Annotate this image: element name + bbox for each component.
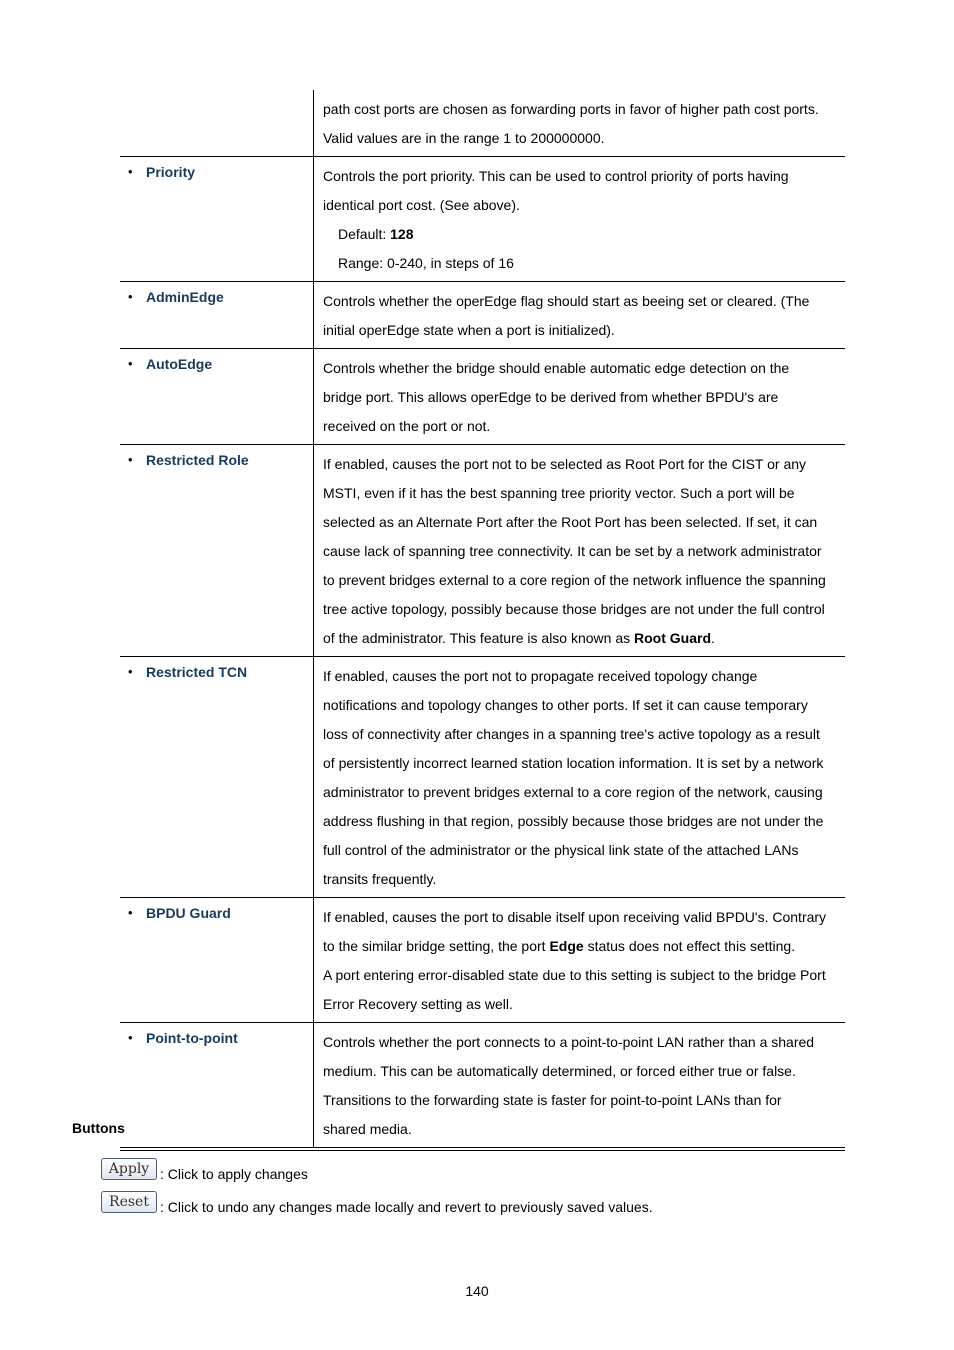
parameter-name (120, 282, 313, 306)
description-text: If enabled, causes the port not to be selected as Root Port for the CIST or any (323, 456, 807, 472)
parameter-name-cell (120, 445, 314, 657)
page-number: 140 (465, 1283, 489, 1299)
description-line (323, 836, 837, 865)
description-line (323, 624, 837, 653)
bullet-icon: • (128, 1030, 133, 1045)
parameter-name-label: AdminEdge (146, 289, 224, 305)
description-line (323, 162, 837, 191)
table-row (120, 445, 845, 657)
description-line (323, 778, 837, 807)
parameter-description-cell (314, 90, 846, 157)
description-text: If enabled, causes the port not to propagate received topology change (323, 668, 758, 684)
description-text: tree active topology, possibly because those bridges are not under the full control (323, 601, 825, 617)
description-text: Range: 0-240, in steps of 16 (338, 255, 514, 271)
description-text: MSTI, even if it has the best spanning tree priority vector. Such a port will be (323, 485, 795, 501)
apply-row (101, 1158, 308, 1180)
description-line (323, 865, 837, 894)
description-text: administrator to prevent bridges external to a core region of the network, causing (323, 784, 823, 800)
description-text: cause lack of spanning tree connectivity. It can be set by a network administrator (323, 543, 822, 559)
description-line (323, 287, 837, 316)
description-text: Default: (338, 226, 391, 242)
description-line (323, 191, 837, 220)
description-text: A port entering error-disabled state due to this setting is subject to the bridge Port (323, 967, 826, 983)
table-row (120, 157, 845, 282)
description-text: Controls whether the port connects to a point-to-point LAN rather than a shared (323, 1034, 815, 1050)
table-row (120, 657, 845, 898)
description-text: selected as an Alternate Port after the Root Port has been selected. If set, it can (323, 514, 818, 530)
parameter-description-cell (314, 445, 846, 657)
emphasized-text: Root Guard (634, 630, 712, 646)
description-text: If enabled, causes the port to disable itself upon receiving valid BPDU's. Contrary (323, 909, 827, 925)
parameter-description-cell (314, 657, 846, 898)
parameter-name (120, 657, 313, 681)
description-text: received on the port or not. (323, 418, 491, 434)
description-text: of the administrator. This feature is also known as (323, 630, 635, 646)
description-line (323, 662, 837, 691)
parameter-name-cell (120, 1023, 314, 1148)
parameter-table-container (120, 90, 845, 1151)
description-line (323, 479, 837, 508)
parameter-name-cell (120, 349, 314, 445)
parameter-name-label: Restricted TCN (146, 664, 248, 680)
parameter-name-label: AutoEdge (146, 356, 213, 372)
parameter-name-cell (120, 657, 314, 898)
reset-button[interactable]: Reset (101, 1191, 157, 1213)
description-line (323, 354, 837, 383)
parameter-name-label: Priority (146, 164, 196, 180)
description-text: bridge port. This allows operEdge to be derived from whether BPDU's are (323, 389, 779, 405)
bullet-icon: • (128, 452, 133, 467)
description-text: loss of connectivity after changes in a spanning tree's active topology as a result (323, 726, 820, 742)
parameter-description-cell (314, 898, 846, 1023)
parameter-name-cell (120, 90, 314, 157)
description-text: Valid values are in the range 1 to 200000000. (323, 130, 605, 146)
description-text: Controls the port priority. This can be used to control priority of ports having (323, 168, 789, 184)
description-line (323, 383, 837, 412)
description-line (323, 932, 837, 961)
description-line (323, 595, 837, 624)
emphasized-text: 128 (390, 226, 414, 242)
description-text: to prevent bridges external to a core region of the network influence the spanning (323, 572, 826, 588)
table-row (120, 349, 845, 445)
description-line (323, 450, 837, 479)
parameter-name-cell (120, 157, 314, 282)
parameter-name (120, 349, 313, 373)
description-text: . (711, 630, 715, 646)
description-line (323, 95, 837, 124)
parameter-name (120, 445, 313, 469)
description-text: address flushing in that region, possibly because those bridges are not under the (323, 813, 824, 829)
description-text: Controls whether the operEdge flag should start as beeing set or cleared. (The (323, 293, 810, 309)
parameter-name (120, 157, 313, 181)
description-line (323, 903, 837, 932)
description-text: initial operEdge state when a port is initialized). (323, 322, 615, 338)
description-text: full control of the administrator or the physical link state of the attached LANs (323, 842, 799, 858)
description-line (323, 566, 837, 595)
table-row (120, 90, 845, 157)
description-text: Error Recovery setting as well. (323, 996, 513, 1012)
description-text: of persistently incorrect learned station location information. It is set by a network (323, 755, 824, 771)
description-text: identical port cost. (See above). (323, 197, 520, 213)
description-line (323, 1057, 837, 1086)
description-line (323, 412, 837, 441)
description-line (323, 961, 837, 990)
description-text: shared media. (323, 1121, 412, 1137)
parameter-name (120, 898, 313, 922)
description-line (323, 508, 837, 537)
description-line (323, 249, 837, 278)
description-line (323, 537, 837, 566)
reset-row (101, 1191, 653, 1213)
reset-description: : Click to undo any changes made locally and revert to previously saved values. (160, 1199, 653, 1215)
apply-button[interactable]: Apply (101, 1158, 157, 1180)
description-line (323, 124, 837, 153)
description-line (323, 1028, 837, 1057)
table-row (120, 282, 845, 349)
description-text: medium. This can be automatically determined, or forced either true or false. (323, 1063, 796, 1079)
description-line (323, 990, 837, 1019)
description-text: transits frequently. (323, 871, 437, 887)
description-line (323, 720, 837, 749)
parameter-name-cell (120, 282, 314, 349)
description-line (323, 807, 837, 836)
description-text: status does not effect this setting. (583, 938, 796, 954)
bullet-icon: • (128, 664, 133, 679)
parameter-description-cell (314, 282, 846, 349)
parameter-name-label: Point-to-point (146, 1030, 238, 1046)
description-text: notifications and topology changes to other ports. If set it can cause temporary (323, 697, 808, 713)
buttons-heading: Buttons (72, 1120, 125, 1136)
parameter-name-cell (120, 898, 314, 1023)
parameter-name (120, 1023, 313, 1047)
parameter-description-cell (314, 349, 846, 445)
table-bottom-double-rule (120, 1147, 845, 1151)
description-line (323, 1086, 837, 1115)
description-line (323, 691, 837, 720)
emphasized-text: Edge (549, 938, 584, 954)
description-line (323, 316, 837, 345)
description-line (323, 749, 837, 778)
description-line (323, 1115, 837, 1144)
bullet-icon: • (128, 164, 133, 179)
parameter-name-label: Restricted Role (146, 452, 249, 468)
bullet-icon: • (128, 289, 133, 304)
parameter-description-cell (314, 1023, 846, 1148)
description-text: path cost ports are chosen as forwarding ports in favor of higher path cost ports. (323, 101, 819, 117)
description-text: Transitions to the forwarding state is faster for point-to-point LANs than for (323, 1092, 782, 1108)
description-text: Controls whether the bridge should enable automatic edge detection on the (323, 360, 790, 376)
table-row (120, 898, 845, 1023)
description-line (323, 220, 837, 249)
parameter-name-label: BPDU Guard (146, 905, 231, 921)
parameter-description-cell (314, 157, 846, 282)
description-text: to the similar bridge setting, the port (323, 938, 550, 954)
table-row (120, 1023, 845, 1148)
bullet-icon: • (128, 356, 133, 371)
parameter-table (120, 90, 845, 1147)
bullet-icon: • (128, 905, 133, 920)
apply-description: : Click to apply changes (160, 1166, 308, 1182)
